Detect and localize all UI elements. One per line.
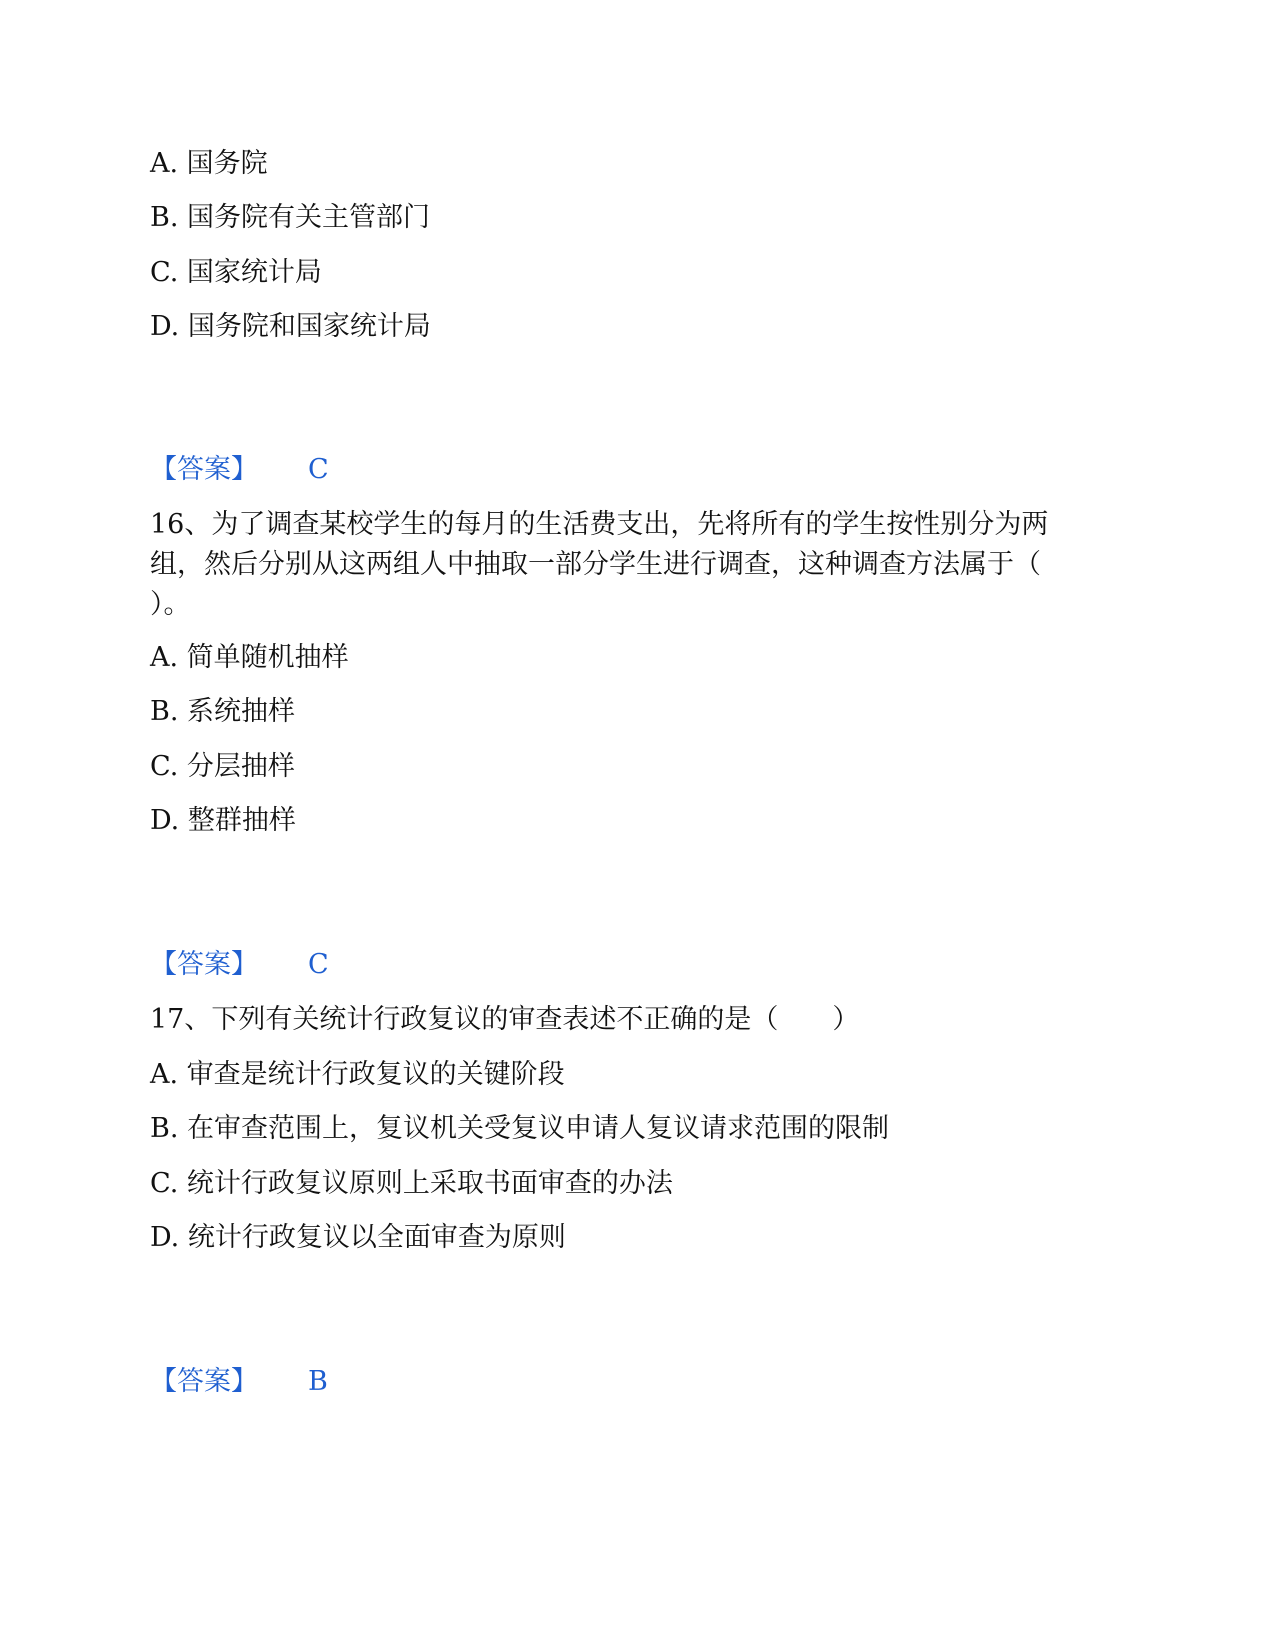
answer-label: 【答案】 [150,949,258,980]
q17-option-a: A. 审查是统计行政复议的关键阶段 [150,1059,565,1090]
q17-stem: 17、下列有关统计行政复议的审查表述不正确的是（ ） [150,1004,860,1035]
q16-stem-line-2: 组，然后分别从这两组人中抽取一部分学生进行调查，这种调查方法属于（ [150,549,1041,580]
q16-stem-line-3: ）。 [150,589,191,620]
q17-answer [150,1362,328,1402]
q17-option-c: C. 统计行政复议原则上采取书面审查的办法 [150,1168,673,1199]
answer-label: 【答案】 [150,454,258,485]
answer-value: B [308,1366,328,1397]
q15-option-c: C. 国家统计局 [150,257,322,288]
q16-option-c: C. 分层抽样 [150,751,295,782]
q15-answer [150,450,329,490]
q17-option-b: B. 在审查范围上，复议机关受复议申请人复议请求范围的限制 [150,1113,890,1144]
q16-option-a: A. 简单随机抽样 [150,642,349,673]
q16-option-b: B. 系统抽样 [150,696,296,727]
answer-value: C [308,454,329,485]
answer-value: C [308,949,329,980]
q16-answer [150,945,329,985]
q15-option-a: A. 国务院 [150,148,268,179]
q16-option-d: D. 整群抽样 [150,805,296,836]
q16-stem-line-1: 16、为了调查某校学生的每月的生活费支出，先将所有的学生按性别分为两 [150,509,1049,540]
q17-option-d: D. 统计行政复议以全面审查为原则 [150,1222,566,1253]
q15-option-d: D. 国务院和国家统计局 [150,311,431,342]
q15-option-b: B. 国务院有关主管部门 [150,202,431,233]
answer-label: 【答案】 [150,1366,258,1397]
